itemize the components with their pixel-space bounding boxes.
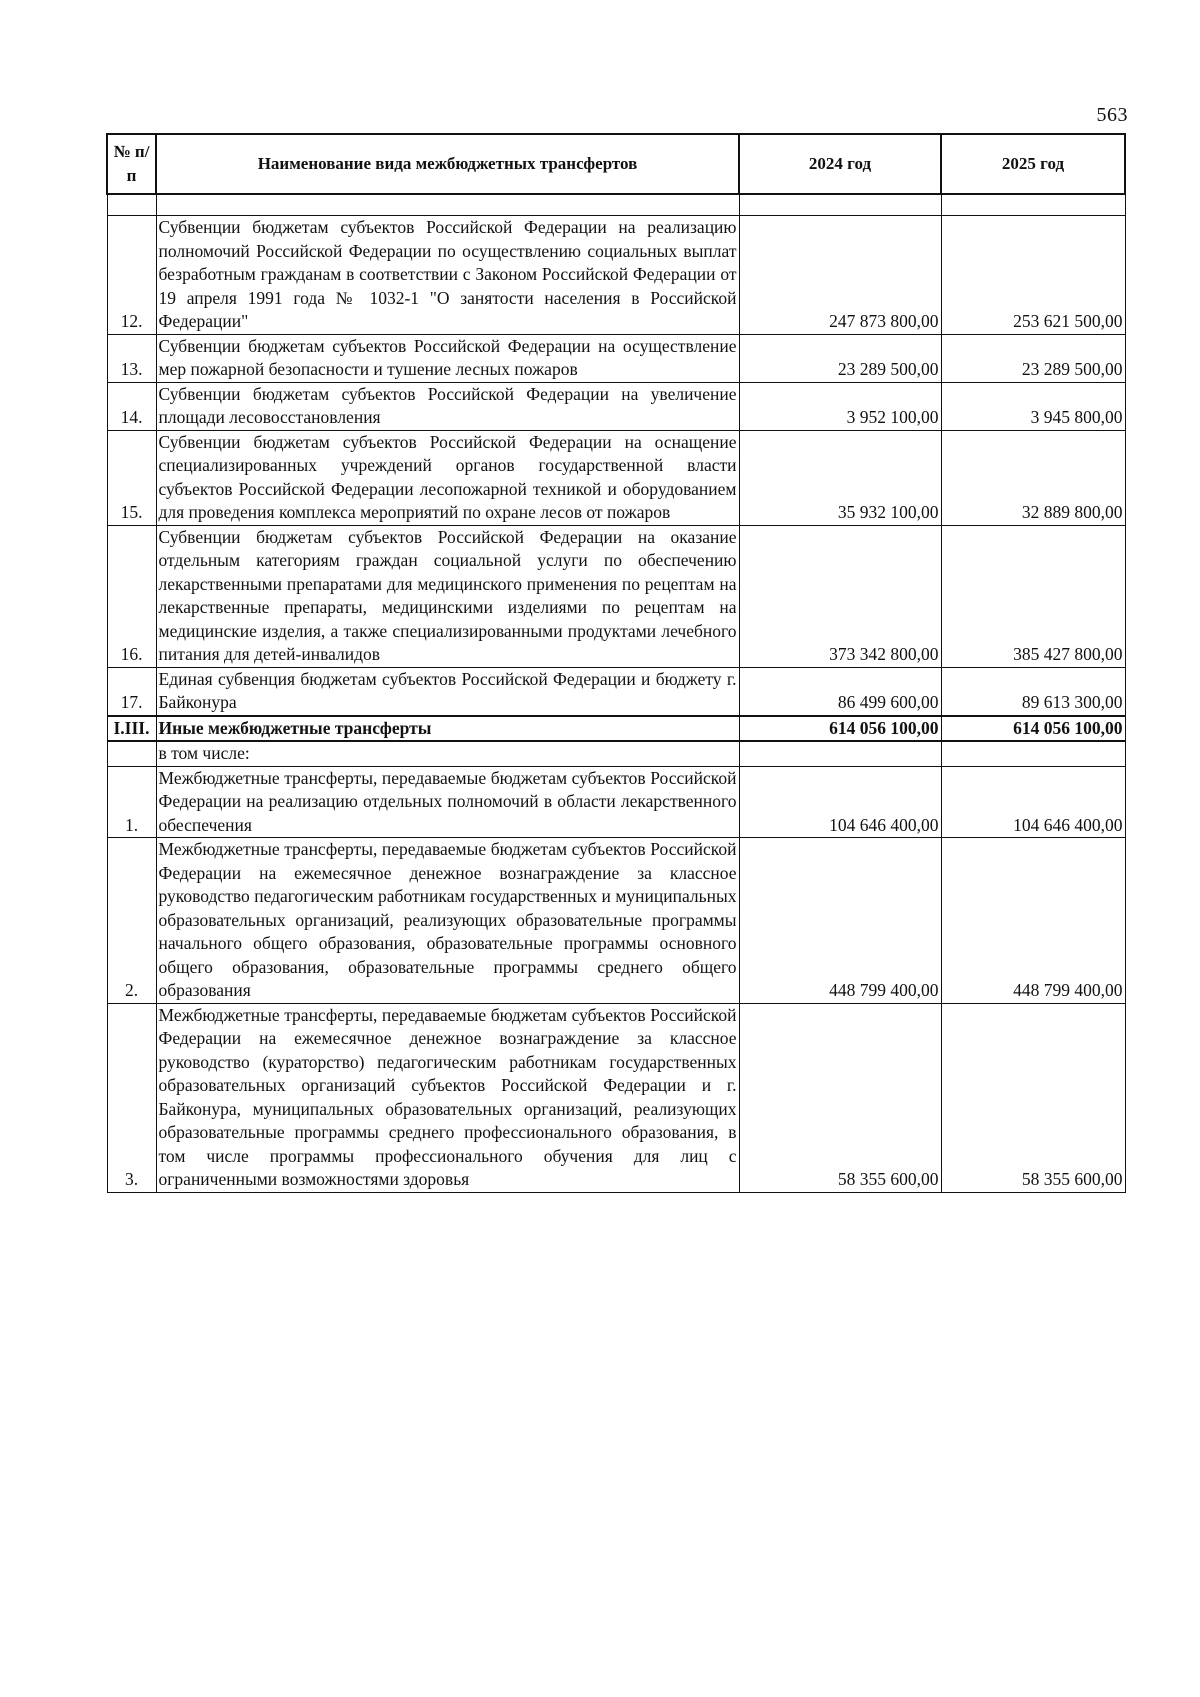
row-name: Иные межбюджетные трансферты — [156, 716, 739, 742]
amount-2024: 373 342 800,00 — [739, 525, 941, 667]
row-number: 1. — [107, 766, 156, 838]
amount-2025: 104 646 400,00 — [941, 766, 1125, 838]
row-number: 13. — [107, 334, 156, 382]
row-name: Межбюджетные трансферты, передаваемые бюджетам субъектов Российской Федерации на ежемесячное денежное вознаграждение за классное руководство (кураторство) педагогическим работникам государственных образовательных организаций субъектов Российской Федерации и г. Байконура, муниципальных образовательных организаций, реализующих образовательные программы среднего профессионального образования, в том числе программы профессионального обучения для лиц с ограниченными возможностями здоровья — [156, 1003, 739, 1192]
spacer-cell — [941, 194, 1125, 216]
amount-2025: 385 427 800,00 — [941, 525, 1125, 667]
page-number: 563 — [1096, 104, 1128, 126]
including-row — [107, 741, 1125, 766]
table-row — [107, 216, 1125, 335]
table-row — [107, 430, 1125, 525]
spacer-cell — [156, 194, 739, 216]
header-num: № п/п — [107, 134, 156, 194]
row-name: Субвенции бюджетам субъектов Российской Федерации на реализацию полномочий Российской Федерации по осуществлению социальных выплат безработным гражданам в соответствии с Законом Российской Федерации от 19 апреля 1991 года № 1032-1 "О занятости населения в Российской Федерации" — [156, 216, 739, 335]
amount-2024: 58 355 600,00 — [739, 1003, 941, 1192]
row-number: 14. — [107, 382, 156, 430]
row-name: Субвенции бюджетам субъектов Российской Федерации на оказание отдельным категориям граждан социальной услуги по обеспечению лекарственными препаратами для медицинского применения по рецептам на лекарственные препараты, медицинскими изделиями по рецептам на медицинские изделия, а также специализированными продуктами лечебного питания для детей-инвалидов — [156, 525, 739, 667]
table-row — [107, 716, 1125, 742]
table-row — [107, 667, 1125, 716]
row-name: Субвенции бюджетам субъектов Российской Федерации на оснащение специализированных учреждений органов государственной власти субъектов Российской Федерации лесопожарной техникой и оборудованием для проведения комплекса мероприятий по охране лесов от пожаров — [156, 430, 739, 525]
table-header — [107, 134, 1125, 194]
amount-2025: 614 056 100,00 — [941, 716, 1125, 742]
table-row — [107, 334, 1125, 382]
header-name: Наименование вида межбюджетных трансфертов — [156, 134, 739, 194]
amount-2025: 58 355 600,00 — [941, 1003, 1125, 1192]
row-name: Единая субвенция бюджетам субъектов Российской Федерации и бюджету г. Байконура — [156, 667, 739, 716]
amount-2025: 32 889 800,00 — [941, 430, 1125, 525]
amount-2025: 253 621 500,00 — [941, 216, 1125, 335]
header-year-2024: 2024 год — [739, 134, 941, 194]
spacer-cell — [107, 194, 156, 216]
spacer-cell — [739, 194, 941, 216]
amount-2024: 35 932 100,00 — [739, 430, 941, 525]
amount-2024: 3 952 100,00 — [739, 382, 941, 430]
amount-2025 — [941, 741, 1125, 766]
amount-2025: 23 289 500,00 — [941, 334, 1125, 382]
table-body — [107, 194, 1125, 1192]
row-number: 12. — [107, 216, 156, 335]
row-number: 17. — [107, 667, 156, 716]
spacer-row — [107, 194, 1125, 216]
table-row — [107, 766, 1125, 838]
row-name: Субвенции бюджетам субъектов Российской Федерации на увеличение площади лесовосстановления — [156, 382, 739, 430]
amount-2025: 3 945 800,00 — [941, 382, 1125, 430]
row-number — [107, 741, 156, 766]
amount-2024: 614 056 100,00 — [739, 716, 941, 742]
amount-2024 — [739, 741, 941, 766]
amount-2025: 448 799 400,00 — [941, 838, 1125, 1004]
table-row — [107, 382, 1125, 430]
transfers-table-container — [106, 133, 1124, 1193]
row-name: Межбюджетные трансферты, передаваемые бюджетам субъектов Российской Федерации на реализацию отдельных полномочий в области лекарственного обеспечения — [156, 766, 739, 838]
amount-2024: 247 873 800,00 — [739, 216, 941, 335]
table-row — [107, 1003, 1125, 1192]
row-number: 15. — [107, 430, 156, 525]
transfers-table — [106, 133, 1126, 1193]
row-number: 3. — [107, 1003, 156, 1192]
amount-2024: 104 646 400,00 — [739, 766, 941, 838]
header-row — [107, 134, 1125, 194]
row-name: Межбюджетные трансферты, передаваемые бюджетам субъектов Российской Федерации на ежемесячное денежное вознаграждение за классное руководство педагогическим работникам государственных и муниципальных образовательных организаций, реализующих образовательные программы начального общего образования, образовательные программы основного общего образования, образовательные программы среднего общего образования — [156, 838, 739, 1004]
including-label: в том числе: — [156, 741, 739, 766]
row-number: I.III. — [107, 716, 156, 742]
amount-2024: 448 799 400,00 — [739, 838, 941, 1004]
row-number: 16. — [107, 525, 156, 667]
table-row — [107, 838, 1125, 1004]
amount-2025: 89 613 300,00 — [941, 667, 1125, 716]
amount-2024: 23 289 500,00 — [739, 334, 941, 382]
table-row — [107, 525, 1125, 667]
row-number: 2. — [107, 838, 156, 1004]
amount-2024: 86 499 600,00 — [739, 667, 941, 716]
header-year-2025: 2025 год — [941, 134, 1125, 194]
row-name: Субвенции бюджетам субъектов Российской Федерации на осуществление мер пожарной безопасности и тушение лесных пожаров — [156, 334, 739, 382]
